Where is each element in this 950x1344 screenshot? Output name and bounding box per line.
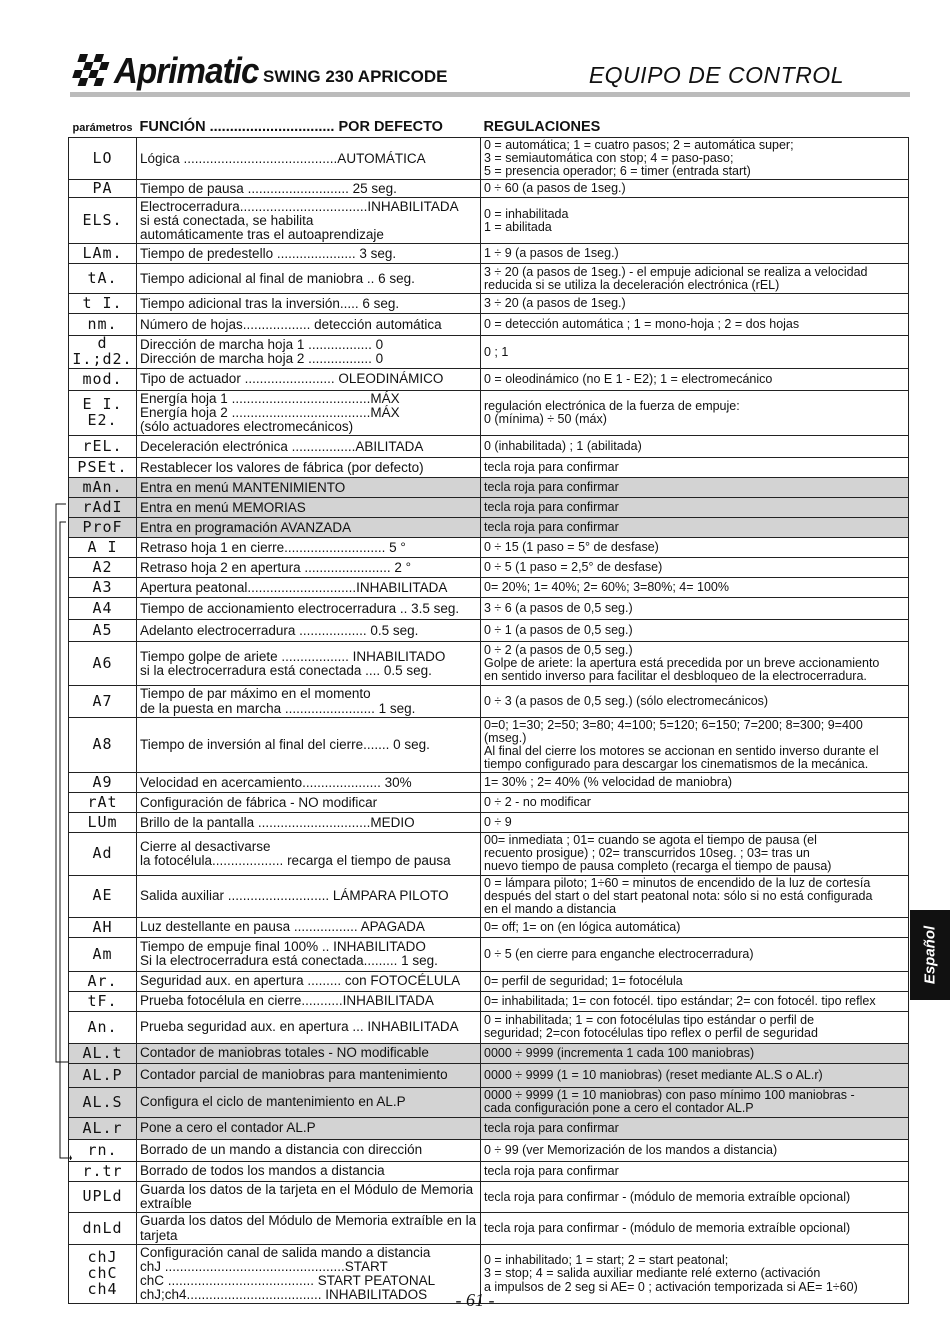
param-code: tF. — [69, 991, 137, 1011]
table-row — [69, 390, 909, 436]
function-cell: Adelanto electrocerradura .................. 0.5 seg. — [137, 620, 481, 642]
param-code: E I. E2. — [69, 390, 137, 436]
param-code: r.tr — [69, 1161, 137, 1181]
header-rule — [70, 92, 910, 97]
function-cell: Tipo de actuador ........................ OLEODINÁMICO — [137, 368, 481, 390]
table-header-row — [69, 118, 909, 138]
table-row — [69, 538, 909, 558]
param-code: AL.S — [69, 1087, 137, 1117]
language-tab-label: Español — [921, 925, 939, 985]
function-cell: Entra en menú MEMORIAS — [137, 498, 481, 518]
table-row — [69, 458, 909, 478]
settings-cell: 0 = inhabilitada 1 = abilitada — [481, 198, 909, 244]
table-row — [69, 478, 909, 498]
param-code: A6 — [69, 642, 137, 686]
table-row — [69, 598, 909, 620]
function-cell: Retraso hoja 2 en apertura ....................... 2 ° — [137, 558, 481, 578]
settings-cell: 1 ÷ 9 (a pasos de 1seg.) — [481, 244, 909, 264]
settings-cell: 3 ÷ 20 (a pasos de 1seg.) — [481, 294, 909, 314]
param-code: A2 — [69, 558, 137, 578]
function-cell: Pone a cero el contador AL.P — [137, 1117, 481, 1139]
settings-cell: tecla roja para confirmar - (módulo de memoria extraíble opcional) — [481, 1213, 909, 1244]
settings-cell: 0 ÷ 1 (a pasos de 0,5 seg.) — [481, 620, 909, 642]
table-row — [69, 1117, 909, 1139]
table-row — [69, 244, 909, 264]
table-row — [69, 198, 909, 244]
settings-cell: 0 = inhabilitado; 1 = start; 2 = start peatonal; 3 = stop; 4 = salida auxiliar mediante relé externo (activación a impulsos de 2 seg si AE= 0 ; activación temporizada si AE= 1÷60) — [481, 1244, 909, 1304]
table-row — [69, 717, 909, 773]
checkered-flag-icon — [70, 54, 116, 86]
parameters-body — [69, 138, 909, 1304]
function-cell: Borrado de un mando a distancia con dirección — [137, 1139, 481, 1161]
param-code: dnLd — [69, 1213, 137, 1244]
settings-cell: tecla roja para confirmar — [481, 518, 909, 538]
param-code: LAm. — [69, 244, 137, 264]
table-row — [69, 314, 909, 336]
function-cell: Configuración de fábrica - NO modificar — [137, 793, 481, 813]
section-title: EQUIPO DE CONTROL — [588, 62, 844, 88]
function-cell: Contador parcial de maniobras para mantenimiento — [137, 1063, 481, 1087]
param-code: PA — [69, 180, 137, 198]
param-code: mAn. — [69, 478, 137, 498]
param-code: nm. — [69, 314, 137, 336]
settings-cell: 0= perfil de seguridad; 1= fotocélula — [481, 971, 909, 991]
table-row — [69, 773, 909, 793]
param-code: chJ chC ch4 — [69, 1244, 137, 1304]
param-code: rEL. — [69, 436, 137, 458]
param-code: A7 — [69, 686, 137, 717]
function-cell: Tiempo adicional tras la inversión..... 6 seg. — [137, 294, 481, 314]
table-row — [69, 294, 909, 314]
settings-cell: tecla roja para confirmar — [481, 1117, 909, 1139]
param-code: Am — [69, 937, 137, 971]
settings-column-header: REGULACIONES — [483, 119, 601, 135]
function-cell: Tiempo de inversión al final del cierre....... 0 seg. — [137, 717, 481, 773]
function-cell: Cierre al desactivarse la fotocélula................... recarga el tiempo de pausa — [137, 833, 481, 875]
settings-cell: 1= 30% ; 2= 40% (% velocidad de maniobra) — [481, 773, 909, 793]
function-cell: Guarda los datos del Módulo de Memoria extraíble en la tarjeta — [137, 1213, 481, 1244]
table-row — [69, 336, 909, 369]
function-cell: Prueba fotocélula en cierre...........INHABILITADA — [137, 991, 481, 1011]
function-cell: Número de hojas.................. detección automática — [137, 314, 481, 336]
param-code: t I. — [69, 294, 137, 314]
function-cell: Lógica .........................................AUTOMÁTICA — [137, 138, 481, 180]
param-code: rAdI — [69, 498, 137, 518]
function-cell: Seguridad aux. en apertura ......... con FOTOCÉLULA — [137, 971, 481, 991]
param-code: UPLd — [69, 1181, 137, 1212]
param-code: rAt — [69, 793, 137, 813]
function-cell: Restablecer los valores de fábrica (por defecto) — [137, 458, 481, 478]
settings-cell: 0 = oleodinámico (no E 1 - E2); 1 = electromecánico — [481, 368, 909, 390]
function-cell: Luz destellante en pausa ................. APAGADA — [137, 917, 481, 937]
settings-cell: 0 ÷ 3 (a pasos de 0,5 seg.) (sólo electromecánicos) — [481, 686, 909, 717]
param-code: LO — [69, 138, 137, 180]
settings-cell: 0 = detección automática ; 1 = mono-hoja ; 2 = dos hojas — [481, 314, 909, 336]
function-cell: Retraso hoja 1 en cierre........................... 5 ° — [137, 538, 481, 558]
settings-cell: 0=0; 1=30; 2=50; 3=80; 4=100; 5=120; 6=150; 7=200; 8=300; 9=400 (mseg.) Al final del cierre los motores se accionan en sentido inverso durante el tiempo configurado para descargar los cinematismos de la mecánica. — [481, 717, 909, 773]
function-cell: Contador de maniobras totales - NO modificable — [137, 1043, 481, 1063]
settings-cell: 0 (inhabilitada) ; 1 (abilitada) — [481, 436, 909, 458]
param-code: d I.;d2. — [69, 336, 137, 369]
model-name: SWING 230 APRICODE — [263, 67, 448, 86]
settings-cell: regulación electrónica de la fuerza de empuje: 0 (mínima) ÷ 50 (máx) — [481, 390, 909, 436]
settings-cell: 0 ÷ 9 — [481, 813, 909, 833]
settings-cell: 0 ÷ 5 (1 paso = 2,5° de desfase) — [481, 558, 909, 578]
settings-cell: 0 ÷ 60 (a pasos de 1seg.) — [481, 180, 909, 198]
function-cell: Electrocerradura..................................INHABILITADA si está conectada, se habilita automáticamente tras el autoaprendizaje — [137, 198, 481, 244]
language-tab — [910, 910, 950, 1000]
settings-cell: 0 = lámpara piloto; 1÷60 = minutos de encendido de la luz de cortesía después del start o del start peatonal nota: sólo si no está configurada en el mando a distancia — [481, 875, 909, 917]
param-code: A5 — [69, 620, 137, 642]
table-row — [69, 620, 909, 642]
table-row — [69, 642, 909, 686]
param-code: AH — [69, 917, 137, 937]
settings-cell: tecla roja para confirmar — [481, 1161, 909, 1181]
param-code: PSEt. — [69, 458, 137, 478]
function-cell: Configuración canal de salida mando a distancia chJ ................................................START chC ....................................... START PEATONAL chJ;ch4.................................... INHABILITADOS — [137, 1244, 481, 1304]
settings-cell: 0 ÷ 2 - no modificar — [481, 793, 909, 813]
param-code: ProF — [69, 518, 137, 538]
table-row — [69, 578, 909, 598]
function-cell: Entra en programación AVANZADA — [137, 518, 481, 538]
param-code: Ar. — [69, 971, 137, 991]
function-cell: Brillo de la pantalla ..............................MEDIO — [137, 813, 481, 833]
param-code: rn. — [69, 1139, 137, 1161]
table-row — [69, 1063, 909, 1087]
table-row — [69, 558, 909, 578]
settings-cell: 3 ÷ 20 (a pasos de 1seg.) - el empuje adicional se realiza a velocidad reducida si se utiliza la deceleración electrónica (rEL) — [481, 264, 909, 294]
table-row — [69, 1139, 909, 1161]
table-row — [69, 971, 909, 991]
table-row — [69, 180, 909, 198]
param-code: AL.r — [69, 1117, 137, 1139]
settings-cell: 0= 20%; 1= 40%; 2= 60%; 3=80%; 4= 100% — [481, 578, 909, 598]
param-code: AE — [69, 875, 137, 917]
table-row — [69, 917, 909, 937]
function-column-header: FUNCIÓN ............................... POR DEFECTO — [139, 119, 443, 135]
param-code: tA. — [69, 264, 137, 294]
param-code: ELS. — [69, 198, 137, 244]
table-row — [69, 991, 909, 1011]
param-code: AL.t — [69, 1043, 137, 1063]
table-row — [69, 833, 909, 875]
function-cell: Deceleración electrónica .................ABILITADA — [137, 436, 481, 458]
settings-cell: 0 ; 1 — [481, 336, 909, 369]
settings-cell: 0= inhabilitada; 1= con fotocél. tipo estándar; 2= con fotocél. tipo reflex — [481, 991, 909, 1011]
function-cell: Tiempo golpe de ariete .................. INHABILITADO si la electrocerradura está conectada .... 0.5 seg. — [137, 642, 481, 686]
settings-cell: 3 ÷ 6 (a pasos de 0,5 seg.) — [481, 598, 909, 620]
table-row — [69, 1161, 909, 1181]
settings-cell: 0 = inhabilitada; 1 = con fotocélulas tipo estándar o perfil de seguridad; 2=con fotocélulas tipo reflex o perfil de seguridad — [481, 1011, 909, 1043]
param-code: A3 — [69, 578, 137, 598]
param-code: LUm — [69, 813, 137, 833]
parameters-table — [68, 118, 909, 1304]
param-code: mod. — [69, 368, 137, 390]
settings-cell: 0= off; 1= on (en lógica automática) — [481, 917, 909, 937]
page-number: - 61 - — [455, 1290, 495, 1310]
function-cell: Borrado de todos los mandos a distancia — [137, 1161, 481, 1181]
settings-cell: 0 = automática; 1 = cuatro pasos; 2 = automática super; 3 = semiautomática con stop; 4 = paso-paso; 5 = presencia operador; 6 = timer (entrada start) — [481, 138, 909, 180]
function-cell: Prueba seguridad aux. en apertura ... INHABILITADA — [137, 1011, 481, 1043]
table-row — [69, 1213, 909, 1244]
params-column-header: parámetros — [72, 121, 133, 134]
table-row — [69, 1087, 909, 1117]
param-code: Ad — [69, 833, 137, 875]
table-row — [69, 368, 909, 390]
table-row — [69, 498, 909, 518]
table-row — [69, 1011, 909, 1043]
table-row — [69, 138, 909, 180]
settings-cell: 0000 ÷ 9999 (incrementa 1 cada 100 maniobras) — [481, 1043, 909, 1063]
param-code: A9 — [69, 773, 137, 793]
function-cell: Velocidad en acercamiento..................... 30% — [137, 773, 481, 793]
function-cell: Tiempo de empuje final 100% .. INHABILITADO Si la electrocerradura está conectada......... 1 seg. — [137, 937, 481, 971]
table-row — [69, 518, 909, 538]
table-row — [69, 1043, 909, 1063]
param-code: A4 — [69, 598, 137, 620]
brand-logo: Aprimatic — [114, 50, 259, 91]
table-row — [69, 793, 909, 813]
function-cell: Guarda los datos de la tarjeta en el Módulo de Memoria extraíble — [137, 1181, 481, 1212]
settings-cell: 0000 ÷ 9999 (1 = 10 maniobras) con paso mínimo 100 maniobras - cada configuración pone a cero el contador AL.P — [481, 1087, 909, 1117]
settings-cell: 0 ÷ 5 (en cierre para enganche electrocerradura) — [481, 937, 909, 971]
table-row — [69, 436, 909, 458]
param-code: AL.P — [69, 1063, 137, 1087]
page-header — [70, 52, 910, 96]
table-row — [69, 813, 909, 833]
function-cell: Entra en menú MANTENIMIENTO — [137, 478, 481, 498]
table-row — [69, 264, 909, 294]
table-row — [69, 875, 909, 917]
table-row — [69, 937, 909, 971]
function-cell: Tiempo de par máximo en el momento de la puesta en marcha ........................ 1 seg. — [137, 686, 481, 717]
function-cell: Tiempo adicional al final de maniobra .. 6 seg. — [137, 264, 481, 294]
settings-cell: tecla roja para confirmar — [481, 498, 909, 518]
function-cell: Configura el ciclo de mantenimiento en AL.P — [137, 1087, 481, 1117]
settings-cell: 0 ÷ 99 (ver Memorización de los mandos a distancia) — [481, 1139, 909, 1161]
function-cell: Tiempo de pausa ........................... 25 seg. — [137, 180, 481, 198]
param-code: An. — [69, 1011, 137, 1043]
settings-cell: 00= inmediata ; 01= cuando se agota el tiempo de pausa (el recuento prosigue) ; 02= transcurridos 10seg. ; 03= tras un nuevo tiempo de pausa completo (recarga el tiempo de pausa) — [481, 833, 909, 875]
settings-cell: 0000 ÷ 9999 (1 = 10 maniobras) (reset mediante AL.S o AL.r) — [481, 1063, 909, 1087]
settings-cell: 0 ÷ 15 (1 paso = 5° de desfase) — [481, 538, 909, 558]
function-cell: Tiempo de predestello ..................... 3 seg. — [137, 244, 481, 264]
table-row — [69, 686, 909, 717]
function-cell: Tiempo de accionamiento electrocerradura .. 3.5 seg. — [137, 598, 481, 620]
settings-cell: tecla roja para confirmar - (módulo de memoria extraíble opcional) — [481, 1181, 909, 1212]
settings-cell: tecla roja para confirmar — [481, 478, 909, 498]
param-code: A I — [69, 538, 137, 558]
function-cell: Salida auxiliar ........................... LÁMPARA PILOTO — [137, 875, 481, 917]
settings-cell: tecla roja para confirmar — [481, 458, 909, 478]
function-cell: Dirección de marcha hoja 1 ................. 0 Dirección de marcha hoja 2 ................. 0 — [137, 336, 481, 369]
function-cell: Energía hoja 1 .....................................MÁX Energía hoja 2 .....................................MÁX (sólo actuadores electromecánicos) — [137, 390, 481, 436]
function-cell: Apertura peatonal.............................INHABILITADA — [137, 578, 481, 598]
settings-cell: 0 ÷ 2 (a pasos de 0,5 seg.) Golpe de ariete: la apertura está precedida por un breve accionamiento en sentido inverso para facilitar el desbloqueo de la electrocerradura. — [481, 642, 909, 686]
param-code: A8 — [69, 717, 137, 773]
table-row — [69, 1181, 909, 1212]
